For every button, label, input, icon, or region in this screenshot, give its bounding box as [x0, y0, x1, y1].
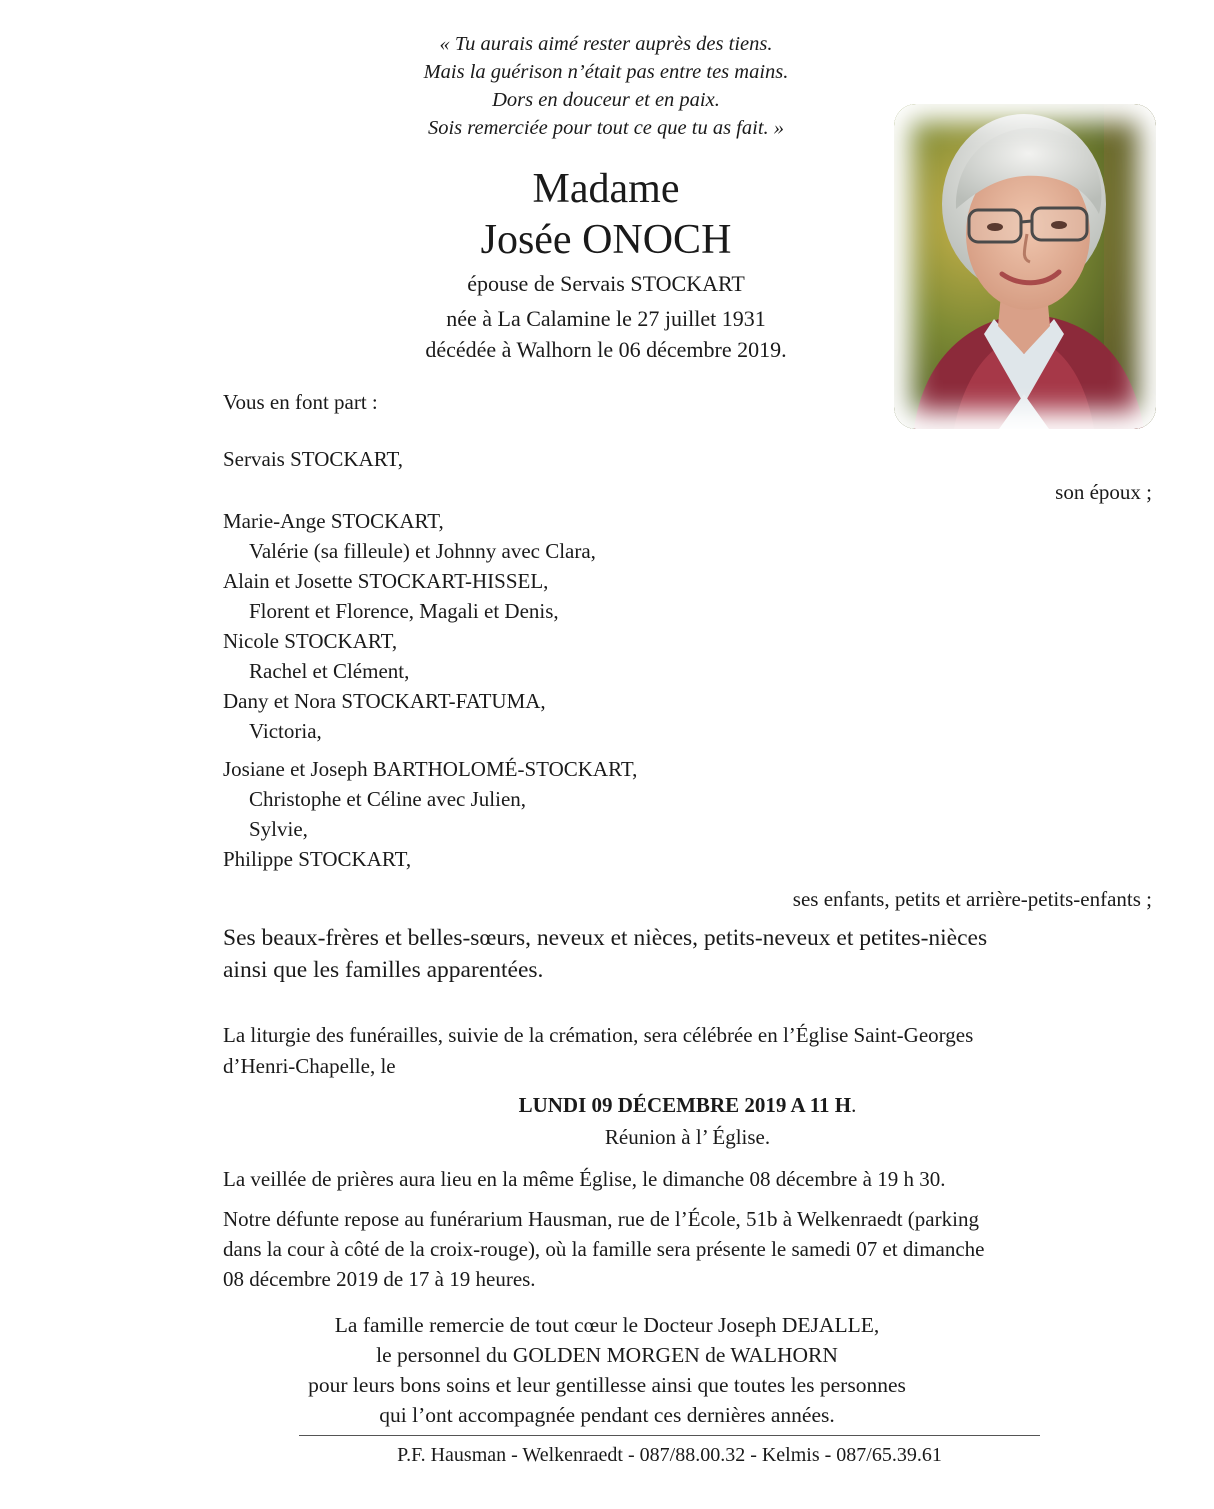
footer-divider [299, 1435, 1040, 1436]
thanks-line: le personnel du GOLDEN MORGEN de WALHORN [376, 1343, 838, 1367]
list-item: Rachel et Clément, [249, 659, 410, 683]
extended-family-line: ainsi que les familles apparentées. [223, 957, 544, 983]
meeting-note: Réunion à l’ Église. [604, 1125, 771, 1149]
list-item: Marie-Ange STOCKART, [223, 509, 444, 533]
ceremony-date-text: LUNDI 09 DÉCEMBRE 2019 A 11 H [518, 1093, 852, 1117]
announce-intro: Vous en font part : [223, 390, 378, 414]
spouse-name: Servais STOCKART, [223, 447, 403, 471]
spouse-line: épouse de Servais STOCKART [467, 271, 745, 296]
list-item: Dany et Nora STOCKART-FATUMA, [223, 689, 546, 713]
deceased-title: Madame [532, 166, 680, 212]
children-list [223, 506, 637, 874]
extended-family-line: Ses beaux-frères et belles-sœurs, neveux et nièces, petits-neveux et petites-nièces [223, 925, 988, 951]
list-item: Christophe et Céline avec Julien, [249, 787, 527, 811]
list-item: Victoria, [249, 719, 322, 743]
quote-line: Dors en douceur et en paix. [492, 89, 720, 111]
list-item: Valérie (sa filleule) et Johnny avec Clara, [249, 539, 596, 563]
children-role: ses enfants, petits et arrière-petits-enfants ; [792, 887, 1152, 911]
list-item: Alain et Josette STOCKART-HISSEL, [223, 569, 549, 593]
quote-line: « Tu aurais aimé rester auprès des tiens. [439, 33, 773, 55]
thanks-line: La famille remercie de tout cœur le Docteur Joseph DEJALLE, [334, 1313, 880, 1337]
deceased-name: Josée ONOCH [480, 217, 732, 263]
quote-line: Sois remerciée pour tout ce que tu as fait. » [427, 117, 785, 139]
ceremony-date [223, 1090, 1152, 1120]
list-item: Florent et Florence, Magali et Denis, [249, 599, 559, 623]
portrait-illustration [894, 104, 1156, 429]
ceremony-line: La liturgie des funérailles, suivie de la crémation, sera célébrée en l’Église Saint-Georges [223, 1023, 974, 1047]
funeral-home-footer: P.F. Hausman - Welkenraedt - 087/88.00.32 - Kelmis - 087/65.39.61 [397, 1444, 942, 1466]
ceremony-line: d’Henri-Chapelle, le [223, 1054, 396, 1078]
ceremony-date-period: . [851, 1093, 857, 1117]
rest-line: dans la cour à côté de la croix-rouge), où la famille sera présente le samedi 07 et dimanche [223, 1237, 985, 1261]
birth-line: née à La Calamine le 27 juillet 1931 [446, 306, 766, 331]
list-item: Sylvie, [249, 817, 308, 841]
thanks-block [200, 1310, 1014, 1430]
spouse-role: son époux ; [1055, 480, 1152, 504]
rest-line: Notre défunte repose au funérarium Hausman, rue de l’École, 51b à Welkenraedt (parking [223, 1207, 979, 1231]
quote-line: Mais la guérison n’était pas entre tes mains. [423, 61, 789, 83]
death-line: décédée à Walhorn le 06 décembre 2019. [425, 337, 787, 362]
vigil-line: La veillée de prières aura lieu en la même Église, le dimanche 08 décembre à 19 h 30. [223, 1167, 946, 1191]
rest-line: 08 décembre 2019 de 17 à 19 heures. [223, 1267, 536, 1291]
portrait-photo [894, 104, 1156, 429]
thanks-line: pour leurs bons soins et leur gentillesse ainsi que toutes les personnes [308, 1373, 906, 1397]
thanks-line: qui l’ont accompagnée pendant ces dernières années. [379, 1403, 835, 1427]
list-item: Nicole STOCKART, [223, 629, 398, 653]
list-item: Josiane et Joseph BARTHOLOMÉ-STOCKART, [223, 757, 638, 781]
opening-quote [300, 30, 912, 142]
list-item: Philippe STOCKART, [223, 847, 412, 871]
